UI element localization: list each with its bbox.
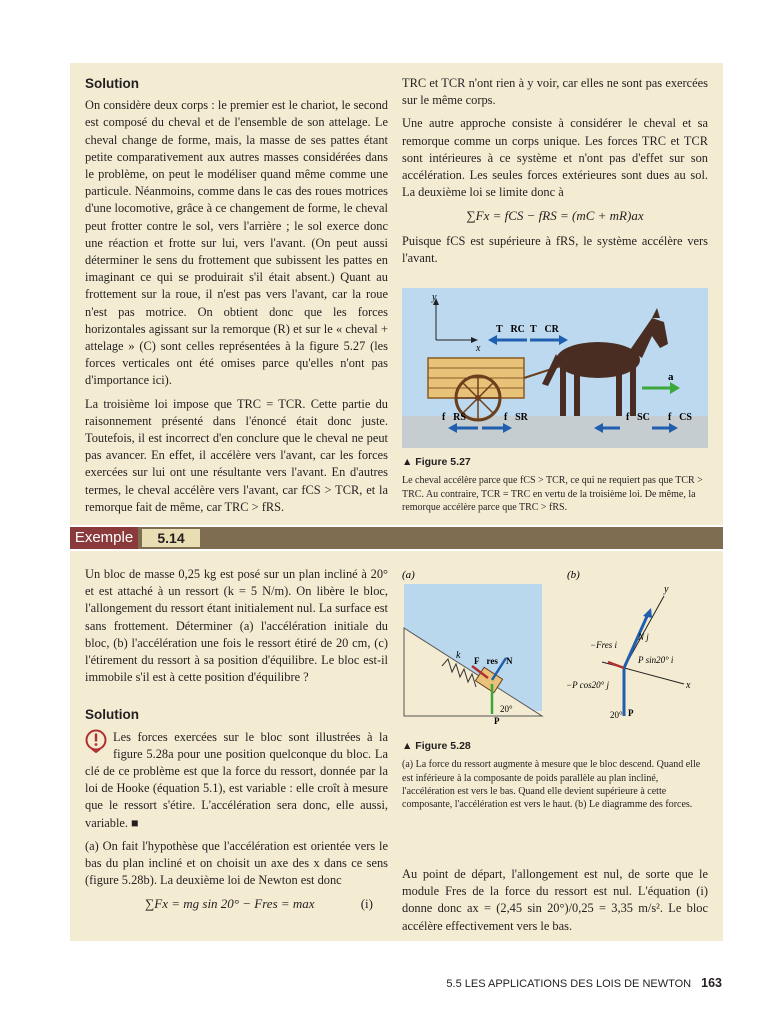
figure-caption: Le cheval accélère parce que fCS > TCR, ce qui ne requiert pas que TCR > TRC. Au contraire, TCR = TRC en vertu de la troisième loi. De même, la remorque accélère parce que TRC > fRS.: [402, 475, 703, 513]
paragraph: Puisque fCS est supérieure à fRS, le système accélère vers l'avant.: [402, 233, 708, 265]
warning-icon: [85, 729, 107, 753]
f-cs-label: f⃗CS: [668, 412, 692, 423]
fbd-pcos-label: −P cos20° j⃗: [566, 680, 617, 690]
top-right-column: [402, 75, 708, 273]
normal-force-label: N⃗: [506, 656, 520, 666]
paragraph: Au point de départ, l'allongement est nul, de sorte que le module Fres de la force du ressort est nul. L'équation (i) donne donc ax = (2,45 sin 20°)/0,25 = 3,35 m/s². Le bloc accélère effectivement vers le bas.: [402, 867, 708, 933]
f-sc-label: f⃗SC: [626, 412, 650, 423]
t-cr-label: T⃗CR: [530, 324, 559, 335]
t-rc-label: T⃗RC: [496, 324, 525, 335]
page-number: 163: [701, 976, 722, 990]
figure-5-28-illustration: [402, 566, 708, 736]
fbd-angle-label: 20°: [610, 710, 623, 720]
free-body-diagram: [566, 584, 691, 720]
example-header-bar: [70, 527, 723, 549]
figure-title: ▲ Figure 5.27: [402, 456, 471, 468]
figure-5-28-caption-block: [402, 740, 708, 811]
figure-caption: (a) La force du ressort augmente à mesure que le bloc descend. Quand elle est inférieure à la composante de poids parallèle au plan incliné, l'accélération est vers le bas. Quand elle devient supérieure à cette composante, l'accélération est vers le haut. (b) Le diagramme des forces.: [402, 759, 701, 811]
solution-heading: Solution: [85, 707, 139, 723]
fbd-minus-fres-label: −Fres i⃗: [590, 640, 624, 650]
panel-a-label: (a): [402, 569, 415, 581]
fbd-psin-label: P sin20° i⃗: [638, 655, 681, 665]
fbd-x-label: x: [686, 680, 691, 691]
figure-5-27-illustration: [402, 288, 708, 448]
paragraph: [85, 729, 388, 832]
example-label: Exemple: [70, 527, 138, 549]
x-axis-label: x: [476, 343, 481, 354]
spring-force-label: F⃗res: [474, 656, 498, 666]
fbd-spring-arrow: [608, 662, 624, 668]
paragraph-text: Les forces exercées sur le bloc sont illustrées à la figure 5.28a pour une position quelconque du bloc. La clé de ce problème est que la force du ressort, donnée par la loi de Hooke (équation 5.1), est variable : elle croît à mesure que le ressort s'étire. L'accélération sera donc, elle aussi, variable. ■: [85, 729, 388, 830]
paragraph: TRC et TCR n'ont rien à y voir, car elles ne sont pas exercées sur le même corps.: [402, 76, 708, 108]
paragraph: (a) On fait l'hypothèse que l'accélération est orientée vers le bas du plan incliné et on choisit un axe des x dans ce sens (figure 5.28b). La deuxième loi de Newton est donc: [85, 838, 388, 888]
running-section-title: 5.5 LES APPLICATIONS DES LOIS DE NEWTON: [446, 978, 692, 990]
top-left-column: [85, 75, 388, 522]
paragraph: La troisième loi impose que TRC = TCR. Cette partie du raisonnement présenté dans l'énoncé était donc juste. Toutefois, il est incorrect d'en conclure que le cheval ne peut pas avancer. En effet, il accélère vers l'avant, car les forces exercées sur lui ont une résultante vers l'avant. En d'autres termes, le cheval accélère vers l'avant, car fCS > TCR, et la remorque fait de même, car TRC > fRS.: [85, 396, 388, 514]
angle-label: 20°: [500, 704, 513, 714]
paragraph: On considère deux corps : le premier est le chariot, le second est composé du cheval et de l'ensemble de son attelage. Le cheval change de forme, mais, la masse de ses pattes étant petite comparativement aux autres masses considérées dans le problème, on peut le modéliser quand même comme une particule. Néanmoins, comme dans le cas des roues motrices d'une locomotive, grâce à ce changement de forme, le cheval peut frotter contre le sol, vers l'arrière ; le sol exerce donc une réaction et frotte sur lui, vers l'avant. (On peut aussi déterminer le sens du frottement que subissent les pattes en imaginant ce qui se produirait s'il était absent.) Quant au frottement sur la roue, il n'est pas vers l'avant, car la roue n'est pas motrice. On obtient donc que les forces horizontales agissant sur la remorque (R) et sur le « cheval + attelage » (C) sont celles représentées à la figure 5.27 (les forces verticales ont été omises parce qu'elles n'ont pas d'importance ici).: [85, 98, 388, 388]
example-number: 5.14: [142, 529, 200, 547]
f-sr-label: f⃗SR: [504, 412, 528, 423]
problem-statement: Un bloc de masse 0,25 kg est posé sur un plan incliné à 20° et est attaché à un ressort (k = 5 N/m). On libère le bloc, l'allongement du ressort étant initialement nul. La surface est sans frottement. Déterminer (a) l'accélération initiale du bloc, (b) l'accélération une fois le ressort étiré de 20 cm, (c) l'étirement du ressort à sa position d'équilibre. Le bloc est-il immobile s'il est à cette position d'équilibre ?: [85, 567, 388, 685]
fbd-y-label: y: [664, 584, 669, 595]
page-footer: [446, 976, 722, 990]
figure-5-27-caption-block: [402, 456, 708, 514]
bottom-left-column: [85, 566, 388, 915]
y-axis-label: y: [432, 292, 437, 303]
paragraph: Une autre approche consiste à considérer le cheval et sa remorque comme un corps unique. Les forces TRC et TCR sont intérieures à ce système et n'ont pas d'effet sur son accélération. Les seules forces extérieures sont dues au sol. La deuxième loi se limite donc à: [402, 116, 708, 200]
acceleration-label: a⃗: [668, 371, 683, 383]
equation-row: [85, 895, 388, 915]
equation: ∑Fx = fCS − fRS = (mC + mR)ax: [466, 208, 644, 224]
figure-title: ▲ Figure 5.28: [402, 740, 471, 752]
fbd-p-label: P⃗: [628, 708, 641, 718]
spring-constant-label: k: [456, 650, 461, 661]
fbd-nj-label: N j⃗: [638, 632, 656, 642]
bottom-right-column: [402, 866, 708, 941]
f-rs-label: f⃗RS: [442, 412, 466, 423]
equation: ∑Fx = mg sin 20° − Fres = max: [145, 896, 315, 912]
weight-label: P⃗: [494, 716, 507, 726]
solution-heading: Solution: [85, 76, 139, 91]
panel-b-label: (b): [567, 569, 580, 581]
equation-tag: (i): [360, 896, 373, 912]
